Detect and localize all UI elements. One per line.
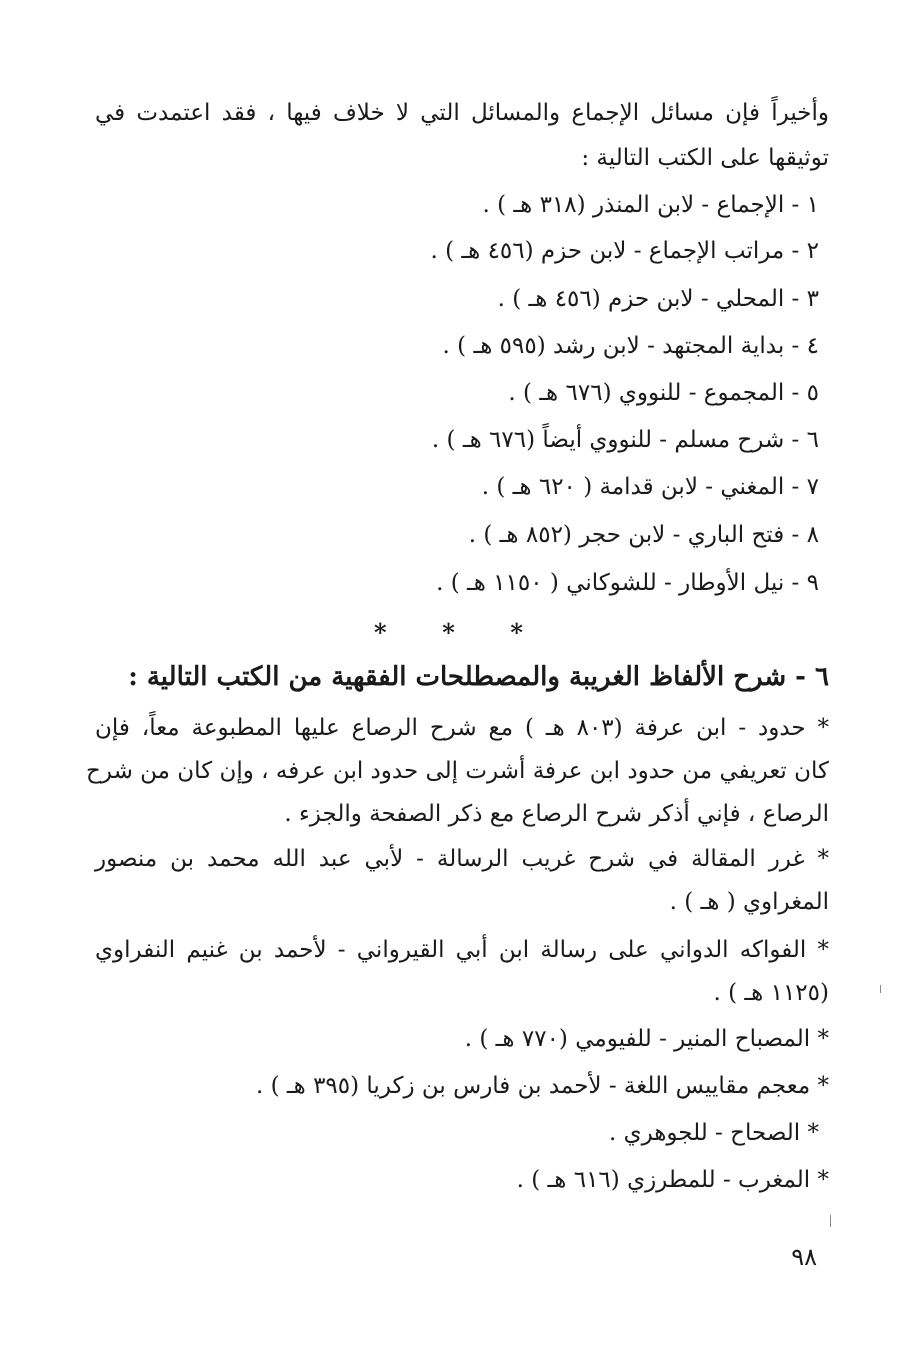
list-item: ١ - الإجماع - لابن المنذر (٣١٨ هـ ) . (482, 192, 819, 218)
entry-maqayis: * معجم مقاييس اللغة - لأحمد بن فارس بن زكريا (٣٩٥ هـ ) . (255, 1073, 829, 1099)
entry-line: كان تعريفي من حدود ابن عرفة أشرت إلى حدود ابن عرفه ، وإن كان من شرح (86, 758, 829, 784)
entry-line: (١١٢٥ هـ ) . (713, 980, 829, 1006)
entry-line: المغراوي ( هـ ) . (669, 889, 829, 915)
separator-star: * (442, 618, 455, 647)
list-item: ٣ - المحلي - لابن حزم (٤٥٦ هـ ) . (497, 286, 819, 312)
entry-line: * الفواكه الدواني على رسالة ابن أبي القيرواني - لأحمد بن غنيم النفراوي (95, 937, 829, 963)
entry-line: الرصاع ، فإني أذكر شرح الرصاع مع ذكر الصفحة والجزء . (284, 801, 829, 827)
separator-star: * (374, 618, 387, 647)
scan-mark (830, 1215, 831, 1227)
list-item: ٩ - نيل الأوطار - للشوكاني ( ١١٥٠ هـ ) . (436, 570, 819, 596)
entry-sihah: * الصحاح - للجوهري . (608, 1120, 819, 1146)
intro-line-1: وأخيراً فإن مسائل الإجماع والمسائل التي لا خلاف فيها ، فقد اعتمدت في (95, 100, 829, 126)
separator-star: * (510, 618, 523, 647)
page-number: ٩٨ (791, 1243, 817, 1271)
section-heading: ٦ - شرح الألفاظ الغريبة والمصطلحات الفقهية من الكتب التالية : (128, 662, 829, 692)
entry-line: * غرر المقالة في شرح غريب الرسالة - لأبي عبد الله محمد بن منصور (95, 846, 829, 872)
list-item: ٨ - فتح الباري - لابن حجر (٨٥٢ هـ ) . (468, 522, 819, 548)
intro-line-2: توثيقها على الكتب التالية : (581, 145, 829, 171)
entry-misbah: * المصباح المنير - للفيومي (٧٧٠ هـ ) . (464, 1026, 829, 1052)
list-item: ٢ - مراتب الإجماع - لابن حزم (٤٥٦ هـ ) . (430, 238, 819, 264)
entry-mughrib: * المغرب - للمطرزي (٦١٦ هـ ) . (516, 1167, 829, 1193)
list-item: ٦ - شرح مسلم - للنووي أيضاً (٦٧٦ هـ ) . (431, 427, 819, 453)
entry-line: * حدود - ابن عرفة (٨٠٣ هـ ) مع شرح الرصاع عليها المطبوعة معاً، فإن (95, 715, 829, 741)
list-item: ٤ - بداية المجتهد - لابن رشد (٥٩٥ هـ ) . (442, 333, 819, 359)
section-separator (0, 618, 897, 648)
scan-mark (880, 985, 881, 993)
list-item: ٥ - المجموع - للنووي (٦٧٦ هـ ) . (508, 380, 819, 406)
list-item: ٧ - المغني - لابن قدامة ( ٦٢٠ هـ ) . (481, 474, 819, 500)
